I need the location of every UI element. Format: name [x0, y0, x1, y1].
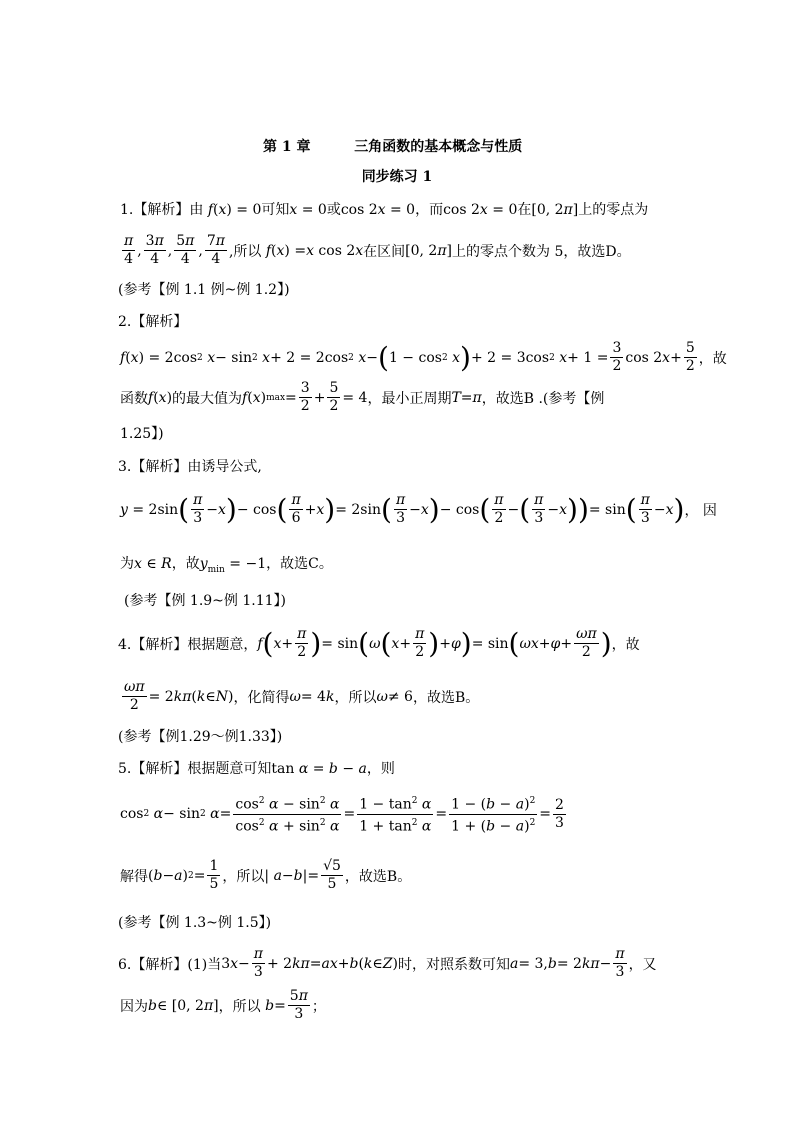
problem-5-reference: (参考【例 1.3~例 1.5】) [118, 915, 272, 931]
problem-4-line-2: $\frac{\omega\pi}{2}$ = 2 kπ ( k ∈ N ) ，化简得 ω = 4 k ，所以 ω ≠ 6 ，故选B。 [124, 679, 480, 713]
problem-4-reference: (参考【例1.29～例1.33】) [118, 729, 283, 745]
problem-2-line-2: 函数 f ( x ) 的最大值为 f ( x ) max = $\frac{3}{2}$ + $\frac{5}{2}$ = 4 ，最小正周期 T = π ，故选B .(参考【例 [120, 380, 605, 414]
problem-3-line-3: 为x ∈ R，故$y_{min} = -1$，故选C。 [120, 556, 333, 575]
chapter-number: 第 1 章 [263, 139, 311, 155]
problem-4-line-1: 4.【解析】 根据题意， f ( x + $\frac{\pi}{2}$ ) = sin ( ω ( x + $\frac{\pi}{2}$ ) + φ ) = sin ( ωx + φ + $\frac{\omega\pi}{2}$ ) ，故 [118, 626, 640, 660]
problem-6-line-2: 因为 b ∈ [0, 2 π ] ，所以 b = $\frac{5\pi}{3}$ ； [120, 988, 326, 1022]
problem-1-reference: (参考【例 1.1 例~例 1.2】) [118, 282, 290, 298]
chapter-heading [263, 136, 522, 156]
problem-1-line-2: $\frac{\pi}{4}$ , $\frac{3\pi}{4}$ , $\frac{5\pi}{4}$ , $\frac{7\pi}{4}$ ,所以 f ( x ) = x cos 2 x 在区间 [0, 2 π ] 上的零点个数为 5，故选D。 [124, 233, 631, 267]
problem-5-line-1: 5.【解析】根据题意可知tan α = b − a，则 [118, 761, 395, 777]
section-title: 同步练习 1 [361, 169, 433, 185]
problem-2-label: 2.【解析】 [118, 314, 188, 330]
problem-5-line-3: 解得 ( b − a ) 2 = $\frac{1}{5}$ ，所以 | a − b |= $\frac{√5}{5}$ ，故选B。 [120, 858, 412, 892]
problem-1-line-1: 1.【解析】由 f(x) = 0可知x = 0或cos 2x = 0，而cos 2x = 0在[0, 2π]上的零点为 [120, 202, 649, 218]
problem-2-line-3: 1.25】) [120, 426, 164, 442]
chapter-title: 三角函数的基本概念与性质 [354, 139, 523, 155]
problem-3-line-1: 3.【解析】由诱导公式, [118, 459, 262, 475]
problem-5-line-2: cos 2 α − sin 2 α = $\frac{\cos^2 \alpha - \sin^2 \alpha}{\cos^2 \alpha + \sin^2 \alpha}$ = $\frac{1 - \tan^2 \alpha}{1 + \tan^2 \alpha}$ = $\frac{1 - (b - a)^2}{1 + (b - a)^2}$ = $\frac{2}{3}$ [120, 793, 568, 835]
problem-6-line-1: 6.【解析】 (1)当 3 x − $\frac{\pi}{3}$ + 2 kπ = ax + b ( k ∈ Z ) 时，对照系数可知 a = 3, b = 2 kπ − $\frac{\pi}{3}$ ，又 [118, 946, 657, 980]
problem-2-line-1: f ( x ) = 2cos 2 x − sin 2 x + 2 = 2cos 2 x − ( 1 − cos 2 x ) + 2 = 3cos 2 x + 1 = $\frac{3}{2}$ cos 2 x + $\frac{5}{2}$ ，故 [120, 340, 727, 374]
problem-3-reference: (参考【例 1.9~例 1.11】) [124, 593, 286, 609]
problem-3-line-2: y = 2sin ( $\frac{\pi}{3}$ − x ) − cos ( $\frac{\pi}{6}$ + x ) = 2sin ( $\frac{\pi}{3}$ − x ) − cos ( $\frac{\pi}{2}$ − ( $\frac{\pi}{3}$ − x )) = sin ( $\frac{\pi}{3}$ − x ) ， 因 [120, 492, 717, 526]
